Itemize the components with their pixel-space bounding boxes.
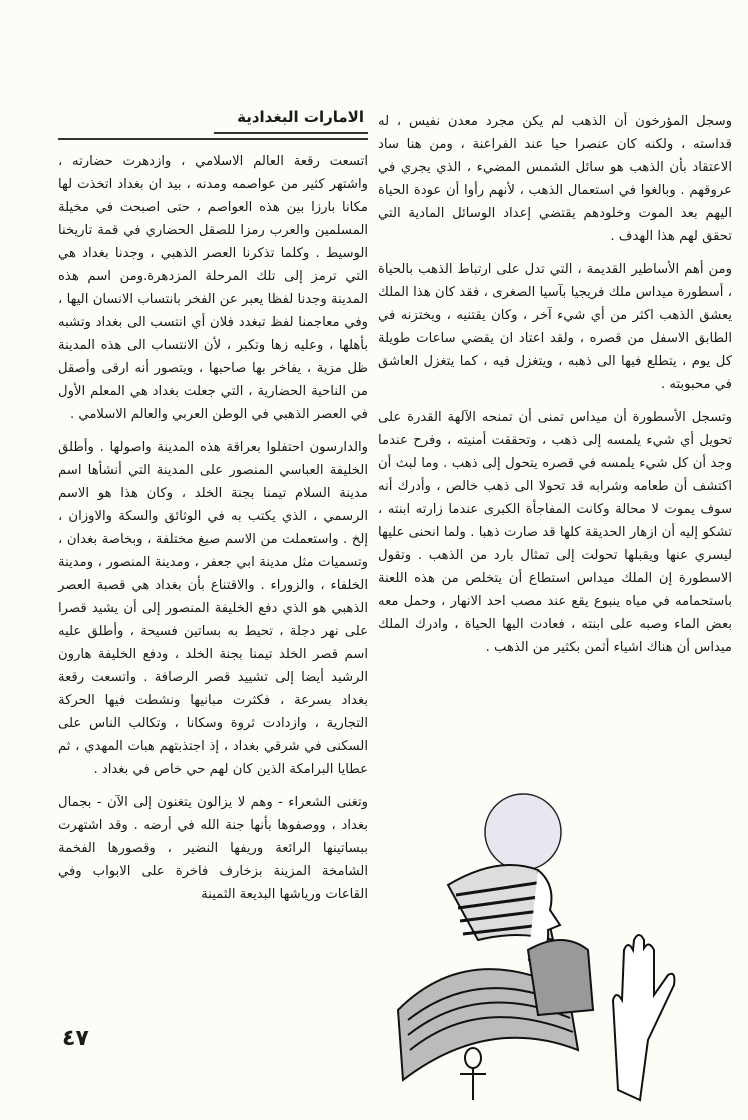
left-column (58, 108, 368, 916)
page-number: ٤٧ (62, 1026, 89, 1051)
paragraph-baghdad-names: والدارسون احتفلوا بعراقة هذه المدينة واصولها . وأطلق الخليفة العباسي المنصور على المدينة التي أنشأها اسم مدينة السلام تيمنا بجنة الخلد ، وكان هذا هو الاسم الرسمي ، الذي يكتب به في الوثائق والسكة والاوزان ، إلخ . واستعملت من الاسم صيغ مختلفة ، وبخاصة بغدان ، وتسميات مثل مدينة ابي جعفر ، ومدينة المنصور ، ومدينة الخلفاء ، والزوراء . والاقتناع بأن بغداد هي قصبة العصر الذهبي هو الذي دفع الخليفة المنصور إلى أن يشيد قصرا على نهر دجلة ، تحيط به بساتين فسيحة ، وأطلق عليه اسم قصر الخلد تيمنا بجنة الخلد ، ودفع الخليفة هارون الرشيد أيضا إلى تشييد قصر الرصافة . واتسعت رقعة بغداد بسرعة ، فكثرت مبانيها ونشطت فيها الحركة التجارية ، وازدادت ثروة وسكانا ، وتكالب الناس على السكنى في شرقي بغداد ، إذ اجتذبتهم هبات المهدي ، ثم عطايا البرامكة الذين كان لهم حي خاص في بغداد . (58, 440, 368, 777)
paragraph-midas-wish: وتسجل الأسطورة أن ميداس تمنى أن تمنحه الآلهة القدرة على تحويل أي شيء يلمسه إلى ذهب ، وتحققت أمنيته ، وفرح عندما وجد أن كل شيء يلمسه في قصره يتحول إلى ذهب . وما لبث أن اكتشف أن طعامه وشرابه قد تحولا الى ذهب خالص ، وأدرك أنه سوف يموت لا محالة وكانت المفاجأة الكبرى عندما زارته ابنته ، تشكو إليه أن ازهار الحديقة كلها قد صارت ذهبا . ولما انحنى عليها ليسري عنها ويقبلها تحولت إلى تمثال بارد من الذهب . وتقول الاسطورة إن الملك ميداس استطاع أن يتخلص من هذه اللعنة باستحمامه في مياه ينبوع يقع عند مصب احد الانهار ، وحمل معه بعض الماء وصبه على ابنته ، فعادت اليها الحياة ، وادرك الملك ميداس أن هناك اشياء أثمن بكثير من الذهب . (378, 410, 732, 655)
heading-rule (58, 138, 368, 140)
sun-disk-icon (485, 794, 561, 870)
paragraph-baghdad-intro: اتسعت رقعة العالم الاسلامي ، وازدهرت حضارته ، واشتهر كثير من عواصمه ومدنه ، بيد ان بغداد اتخذت لها مكانا بارزا بين هذه العواصم ، حتى اصبحت في مخيلة المسلمين والعرب رمزا للصقل الحضاري في قمة تاريخنا الوسيط . وكلما تذكرنا العصر الذهبي ، وجدنا بغداد هي التي ترمز إلى تلك المرحلة المزدهرة.ومن اسم هذه المدينة وجدنا لفظا يعبر عن الفخر بانتساب الانسان اليها ، وفي معاجمنا لفظ تبغدد فلان أي انتسب الى بغداد وتشبه بأهلها ، وعليه زها وتكبر ، لأن الانتساب الى هذه المدينة ظل مزية ، يفاخر بها صاحبها ، ويتصور أنه ارقى وأصقل من الناحية الحضارية ، التي جعلت بغداد هي المعلم الأول في العصر الذهبي في الوطن العربي والعالم الاسلامي . (58, 154, 368, 422)
pharaonic-illustration (378, 790, 730, 1110)
paragraph-baghdad-poets: وتغنى الشعراء - وهم لا يزالون يتغنون إلى الآن - بجمال بغداد ، ووصفوها بأنها جنة الله في أرضه . وقد اشتهرت ببساتينها الرائعة وريفها النضير ، وقصورها الفخمة الشامخة المزينة بزخارف فاخرة على الابواب وفي القاعات ورياشها البديعة الثمينة (58, 795, 368, 902)
paragraph-midas-legend: ومن أهم الأساطير القديمة ، التي تدل على ارتباط الذهب بالحياة ، أسطورة ميداس ملك فريجيا بآسيا الصغرى ، فقد كان هذا الملك يعشق الذهب اكثر من أي شيء آخر ، وكان يقتنيه ، ويختزنه في الطابق الاسفل من قصره ، ولقد اعتاد ان يقضي ساعات طويلة كل يوم ، يتطلع فيها الى ذهبه ، ويتغزل فيه ، كما يتغزل العاشق في محبوبته . (378, 262, 732, 392)
paragraph-gold-history: وسجل المؤرخون أن الذهب لم يكن مجرد معدن نفيس ، له قداسته ، ولكنه كان عنصرا حيا عند الفراعنة ، ومن هنا ساد الاعتقاد بأن الذهب هو سائل الشمس المضيء ، الذي يجري في عروقهم . وبالغوا في استعمال الذهب ، لأنهم رأوا أن عودة الحياة اليهم بعد الموت وخلودهم يقتضي إعداد الوسائل المادية التي تحقق لهم هذا الهدف . (378, 114, 732, 244)
right-column (378, 110, 732, 669)
section-heading: الامارات البغدادية (214, 108, 368, 134)
raised-hand-icon (613, 935, 674, 1100)
ankh-icon (460, 1048, 486, 1100)
